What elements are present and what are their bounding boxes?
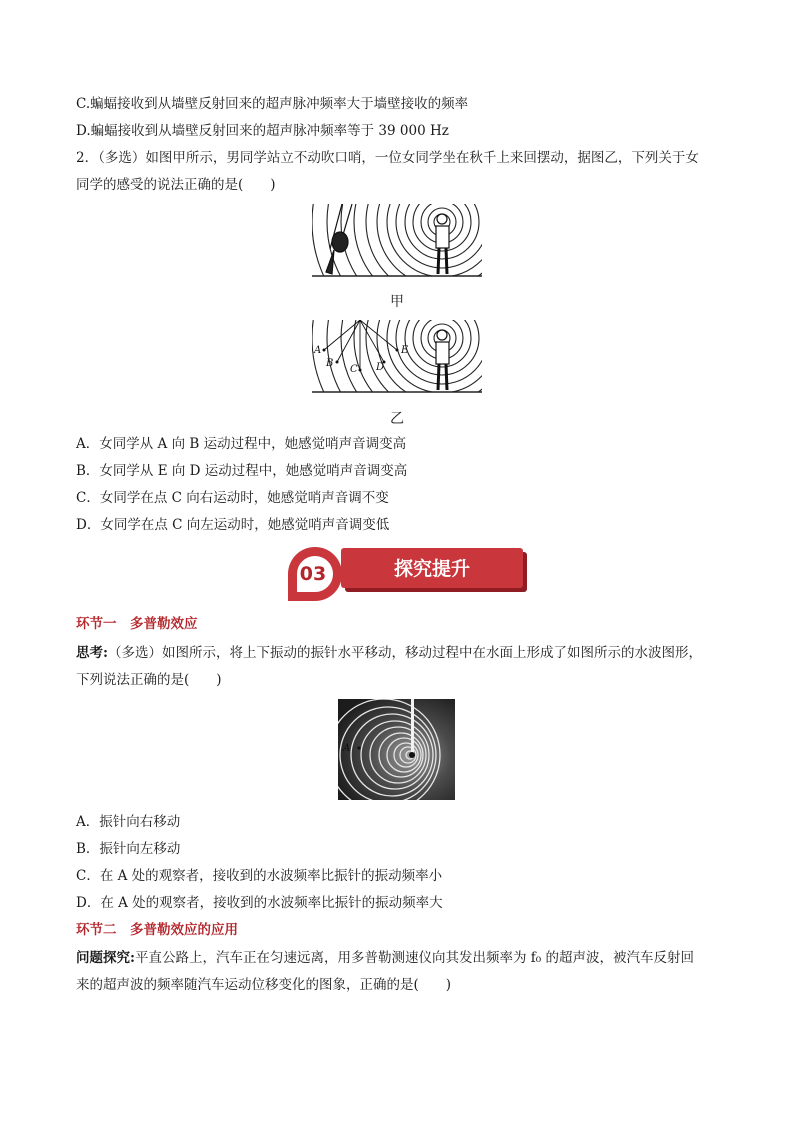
s1-option-d: D．在 A 处的观察者，接收到的水波频率比振针的振动频率大 [76, 895, 443, 911]
section2-line2: 来的超声波的频率随汽车运动位移变化的图象，正确的是( ) [76, 977, 452, 993]
point-label-d: D [376, 362, 385, 373]
q2-option-c: C．女同学在点 C 向右运动时，她感觉哨声音调不变 [76, 490, 389, 506]
point-label-c: C [350, 364, 358, 375]
point-label-b: B [326, 358, 334, 369]
banner-title: 探究提升 [393, 558, 471, 580]
section1-think-line1: 思考:（多选）如图所示，将上下振动的振针水平移动，移动过程中在水面上形成了如图所示的水波图形， [76, 645, 702, 661]
s1-option-c: C．在 A 处的观察者，接收到的水波频率比振针的振动频率小 [76, 868, 443, 884]
banner-number: 03 [299, 563, 327, 585]
q2-stem-line2: 同学的感受的说法正确的是( ) [76, 177, 276, 193]
q2-option-b: B．女同学从 E 向 D 运动过程中，她感觉哨声音调变高 [76, 463, 408, 479]
s1-option-b: B．振针向左移动 [76, 841, 181, 857]
girl-figure [326, 204, 352, 274]
s1-option-a: A．振针向右移动 [76, 814, 181, 830]
q2-stem-line1: 2．（多选）如图甲所示，男同学站立不动吹口哨，一位女同学坐在秋千上来回摆动，据图乙，下列关于女 [76, 150, 699, 166]
photo-label-a: A [343, 743, 351, 754]
section1-think-line2: 下列说法正确的是( ) [76, 672, 222, 688]
figure-yi-caption: 乙 [390, 411, 404, 427]
water-wave-photo [338, 699, 455, 800]
figure-yi [312, 320, 482, 398]
section-banner [283, 544, 533, 604]
q1-option-d: D.蝙蝠接收到从墙壁反射回来的超声脉冲频率等于 39 000 Hz [76, 123, 449, 139]
q1-option-c: C.蝙蝠接收到从墙壁反射回来的超声脉冲频率大于墙壁接收的频率 [76, 96, 469, 112]
think-label: 思考: [76, 645, 108, 661]
point-label-a: A [314, 345, 322, 356]
q2-option-a: A．女同学从 A 向 B 运动过程中，她感觉哨声音调变高 [76, 436, 407, 452]
point-label-e: E [401, 345, 409, 356]
section2-line1: 问题探究:平直公路上，汽车正在匀速远离，用多普勒测速仪向其发出频率为 f₀ 的超声波，被汽车反射回 [76, 950, 694, 966]
q2-option-d: D．女同学在点 C 向左运动时，她感觉哨声音调变低 [76, 517, 390, 533]
section2-title: 环节二 多普勒效应的应用 [76, 922, 238, 938]
section1-title: 环节一 多普勒效应 [76, 616, 198, 632]
problem-label: 问题探究: [76, 950, 135, 966]
boy-figure [436, 214, 449, 274]
figure-jia-caption: 甲 [390, 294, 404, 310]
figure-jia [312, 204, 482, 282]
